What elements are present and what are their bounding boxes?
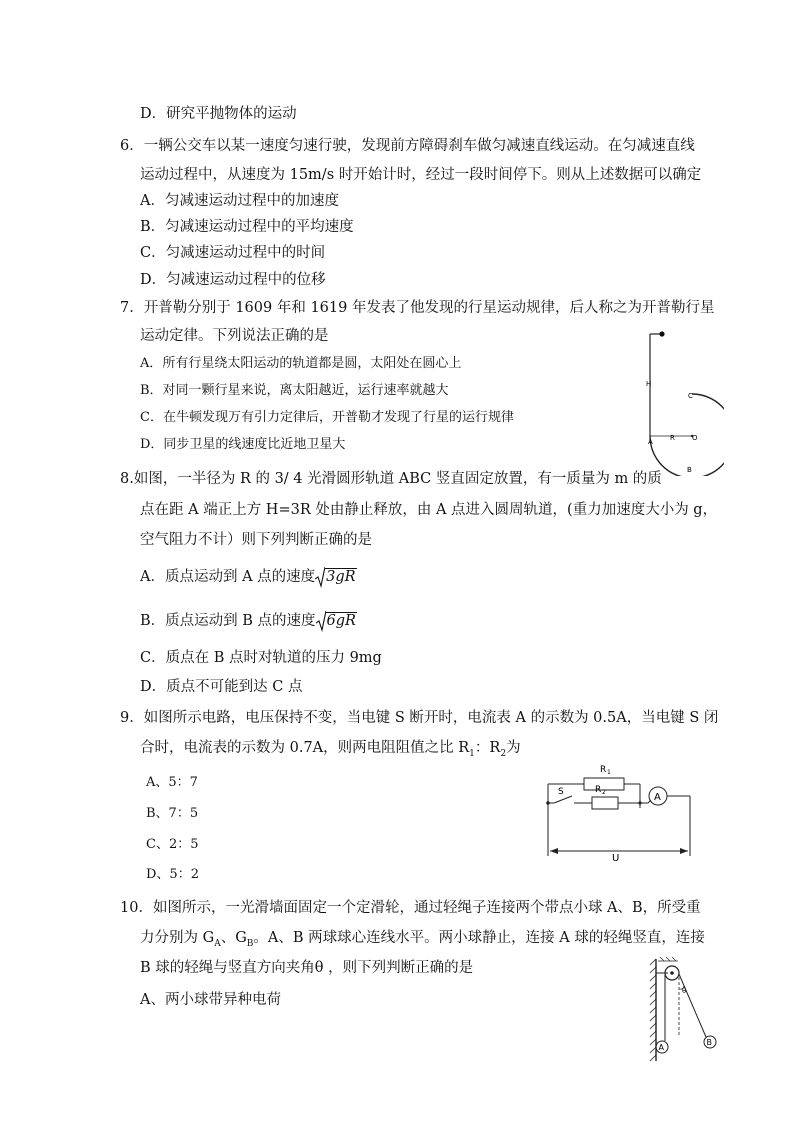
q10-stem-line2-suffix: 。A、B 两球球心连线水平。两小球静止，连接 A 球的轻绳竖直，连接 <box>253 930 705 946</box>
q10-label-a: A <box>658 1043 664 1052</box>
q9-label-u: U <box>612 853 620 864</box>
q9-option-c: C、2：5 <box>146 837 199 852</box>
q8-option-a-text: A．质点运动到 A 点的速度 <box>140 569 316 585</box>
q9-stem-line2-prefix: 合时，电流表的示数为 0.7A，则两电阻阻值之比 R <box>140 740 470 756</box>
q9-option-b: B、7：5 <box>146 806 199 821</box>
q6-stem-line1: 6．一辆公交车以某一速度匀速行驶，发现前方障碍刹车做匀减速直线运动。在匀减速直线 <box>120 138 695 154</box>
q9-label-r1: R <box>600 765 607 775</box>
q10-stem-line3: B 球的轻绳与竖直方向夹角θ ，则下列判断正确的是 <box>140 960 474 976</box>
q9-stem-line2 <box>140 738 521 764</box>
q8-option-c: C．质点在 B 点时对轨道的压力 9mg <box>140 650 382 666</box>
q5-option-d: D．研究平抛物体的运动 <box>140 106 297 122</box>
q8-label-c: C <box>688 392 693 400</box>
q10-sub-a: A <box>214 938 221 949</box>
q10-stem-line2 <box>140 928 705 954</box>
q9-label-s: S <box>558 787 564 797</box>
q9-sub2: 2 <box>500 748 507 759</box>
q8-label-a: A <box>648 438 653 446</box>
q9-label-r2-sub: 2 <box>602 789 606 796</box>
q9-stem-line1: 9．如图所示电路，电压保持不变，当电键 S 断开时，电流表 A 的示数为 0.5A，当电键 S 闭 <box>120 710 719 726</box>
q9-label-r1-sub: 1 <box>607 769 611 776</box>
q6-stem-line2: 运动过程中，从速度为 15m/s 时开始计时，经过一段时间停下。则从上述数据可以确定 <box>140 167 702 183</box>
q10-stem-line2-mid: 、G <box>220 930 247 946</box>
q6-option-d: D．匀减速运动过程中的位移 <box>140 272 326 288</box>
q7-option-a: A．所有行星绕太阳运动的轨道都是圆，太阳处在圆心上 <box>140 356 462 371</box>
q10-option-a: A、两小球带异种电荷 <box>140 992 281 1008</box>
q7-option-c: C．在牛顿发现万有引力定律后，开普勒才发现了行星的运行规律 <box>140 410 514 425</box>
q8-stem-line3: 空气阻力不计）则下列判断正确的是 <box>140 532 372 548</box>
sqrt-symbol <box>315 566 325 588</box>
q8-label-h: H <box>646 380 652 388</box>
q7-stem-line1: 7．开普勒分别于 1609 年和 1619 年发表了他发现的行星运动规律，后人称之为开普勒行星 <box>120 300 715 316</box>
q8-option-a-radicand: 3gR <box>326 569 356 585</box>
q8-stem-line1: 8.如图，一半径为 R 的 3/ 4 光滑圆形轨道 ABC 竖直固定放置，有一质量为 m 的质 <box>120 471 662 487</box>
q8-option-b-radicand: 6gR <box>326 613 356 629</box>
q9-stem-line2-suffix: 为 <box>506 740 521 756</box>
q9-option-d: D、5：2 <box>146 867 199 882</box>
q6-option-b: B．匀减速运动过程中的平均速度 <box>140 219 354 235</box>
q7-stem-line2: 运动定律。下列说法正确的是 <box>140 328 329 344</box>
q9-stem-line2-mid: ：R <box>474 740 501 756</box>
q9-option-a: A、5：7 <box>146 775 198 790</box>
q8-label-o: O <box>692 434 698 442</box>
q9-circuit-figure <box>540 758 700 866</box>
q6-option-c: C．匀减速运动过程中的时间 <box>140 245 326 261</box>
q10-stem-line1: 10．如图所示，一光滑墙面固定一个定滑轮，通过轻绳子连接两个带点小球 A、B，所受重 <box>120 900 701 916</box>
q7-option-b: B．对同一颗行星来说，离太阳越近，运行速率就越大 <box>140 383 449 398</box>
q8-label-b: B <box>687 466 692 474</box>
q10-label-b: B <box>706 1038 712 1047</box>
q8-track-figure <box>640 326 724 476</box>
q9-label-r2: R <box>595 785 602 795</box>
q8-label-r: R <box>670 434 675 442</box>
q10-pulley-figure <box>648 955 720 1063</box>
q6-option-a: A．匀减速运动过程中的加速度 <box>140 193 339 209</box>
sqrt-symbol <box>316 610 326 632</box>
q10-label-theta: θ <box>682 987 687 995</box>
q8-option-b <box>140 610 357 632</box>
q8-stem-line2: 点在距 A 端正上方 H=3R 处由静止释放，由 A 点进入圆周轨道，(重力加速度大小为 g， <box>140 502 718 518</box>
q8-option-d: D．质点不可能到达 C 点 <box>140 679 303 695</box>
q10-stem-line2-prefix: 力分别为 G <box>140 930 215 946</box>
q7-option-d: D．同步卫星的线速度比近地卫星大 <box>140 437 346 452</box>
q8-option-a <box>140 566 357 588</box>
q9-sub1: 1 <box>469 748 475 759</box>
q10-sub-b: B <box>246 938 254 949</box>
q9-label-ammeter: A <box>654 792 661 803</box>
q8-option-b-text: B．质点运动到 B 点的速度 <box>140 613 316 629</box>
